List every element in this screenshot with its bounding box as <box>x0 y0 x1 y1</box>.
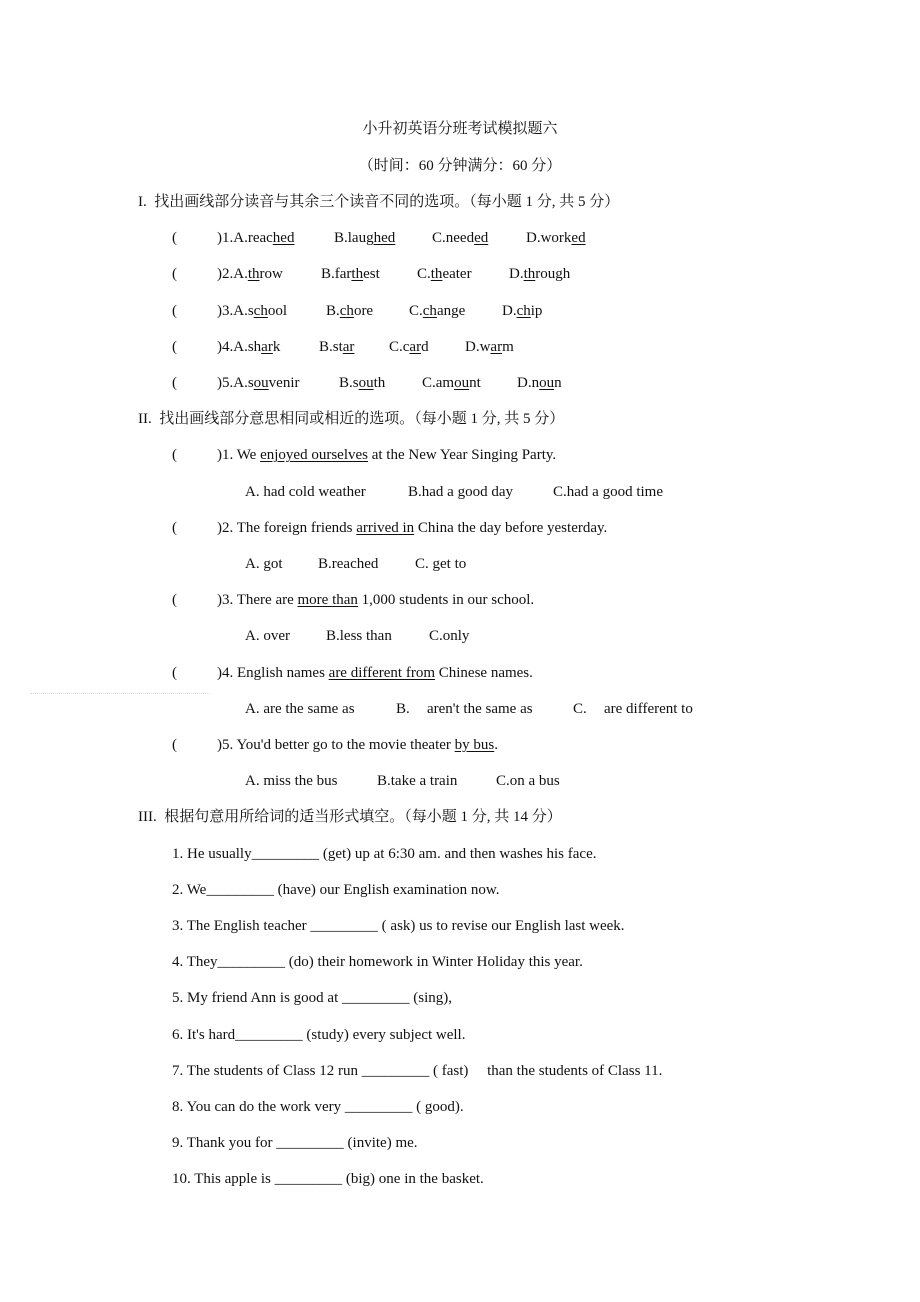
choice: B.take a train <box>377 773 458 790</box>
option <box>432 229 488 247</box>
option <box>526 229 586 247</box>
option <box>319 338 354 356</box>
answer-blank-paren: ( <box>172 266 177 283</box>
fill-in-item: 4. They_________ (do) their homework in Winter Holiday this year. <box>172 954 583 971</box>
text-segment: m <box>502 338 514 355</box>
text-segment: ore <box>353 302 374 319</box>
option <box>409 302 465 320</box>
underlined-segment: ar <box>490 338 503 355</box>
choice: B.had a good day <box>408 483 513 500</box>
underlined-segment: ch <box>253 302 268 319</box>
question-stem <box>217 664 533 682</box>
option <box>217 302 287 320</box>
text-segment: )5. You'd better go to the movie theater <box>217 737 455 753</box>
answer-blank-paren: ( <box>172 519 177 536</box>
text-segment: Chinese names. <box>435 664 533 681</box>
text-segment: . <box>494 737 498 753</box>
fill-in-item: 8. You can do the work very _________ ( good). <box>172 1099 464 1115</box>
text-segment: n <box>554 375 562 391</box>
underlined-segment: ch <box>516 302 531 319</box>
text-segment: C.am <box>422 375 455 391</box>
option <box>217 338 280 356</box>
text-segment: row <box>259 266 283 283</box>
underlined-segment: hed <box>373 230 396 247</box>
option <box>417 265 472 283</box>
text-segment: B.st <box>319 338 343 355</box>
fill-in-item: 5. My friend Ann is good at _________ (sing), <box>172 990 452 1007</box>
option <box>502 302 542 320</box>
option <box>321 265 380 283</box>
underlined-segment: ar <box>342 338 355 355</box>
text-segment: C. <box>409 302 423 319</box>
text-segment: D.w <box>465 338 491 355</box>
underlined-segment: are different from <box>328 664 435 681</box>
choice: C. get to <box>415 556 467 572</box>
fill-in-item: 2. We_________ (have) our English examination now. <box>172 881 500 898</box>
text-segment: B. <box>326 302 340 319</box>
underlined-segment: ar <box>261 338 273 355</box>
fill-in-item: 10. This apple is _________ (big) one in the basket. <box>172 1171 484 1188</box>
option <box>217 229 294 247</box>
option <box>326 302 373 320</box>
answer-blank-paren: ( <box>172 375 177 391</box>
choice: aren't the same as <box>427 700 533 717</box>
text-segment: 1,000 students in our school. <box>357 592 535 609</box>
answer-blank-paren: ( <box>172 664 177 681</box>
question-stem <box>217 591 534 609</box>
text-segment: venir <box>268 375 300 391</box>
underlined-segment: th <box>430 266 443 283</box>
option <box>217 265 283 283</box>
text-segment: )4.A.sh <box>217 338 262 355</box>
choice: A. over <box>245 628 290 645</box>
text-segment: )5.A.s <box>217 375 254 391</box>
text-segment: C.c <box>389 338 410 355</box>
text-segment: d <box>421 338 429 355</box>
answer-blank-paren: ( <box>172 302 177 319</box>
text-segment: )1. We <box>217 447 261 464</box>
document-title: 小升初英语分班考试模拟题六 <box>362 121 558 137</box>
underlined-segment: ou <box>358 375 374 391</box>
text-segment: eater <box>442 266 472 283</box>
text-segment: )3. There are <box>217 592 298 609</box>
section-heading: I. 找出画线部分读音与其余三个读音不同的选项。（每小题 1 分, 共 5 分） <box>138 194 620 210</box>
text-segment: k <box>272 338 281 355</box>
text-segment: nt <box>469 375 481 391</box>
text-segment: )2.A. <box>217 266 248 283</box>
underlined-segment: ar <box>409 338 422 355</box>
text-segment: )4. English names <box>217 664 329 681</box>
choice: C.only <box>429 628 470 645</box>
option <box>509 265 570 283</box>
choice: B.less than <box>326 628 392 645</box>
choice: B.reached <box>318 556 379 572</box>
underlined-segment: hed <box>272 230 295 247</box>
option <box>422 374 481 392</box>
text-segment: D.n <box>517 375 540 391</box>
underlined-segment: enjoyed ourselves <box>260 447 368 464</box>
text-segment: B.laug <box>334 230 374 247</box>
text-segment: China the day before yesterday. <box>414 519 608 536</box>
text-segment: rough <box>535 266 571 283</box>
underlined-segment: arrived in <box>356 519 415 536</box>
choice: are different to <box>604 700 693 717</box>
section-heading: III. 根据句意用所给词的适当形式填空。（每小题 1 分, 共 14 分） <box>138 809 562 826</box>
option <box>217 374 300 392</box>
fill-in-item: 7. The students of Class 12 run _________ ( fast) than the students of Class 11. <box>172 1062 663 1079</box>
text-segment: C. <box>417 266 431 283</box>
option <box>517 374 562 392</box>
underlined-segment: ed <box>474 230 489 247</box>
section-heading: II. 找出画线部分意思相同或相近的选项。（每小题 1 分, 共 5 分） <box>138 411 565 428</box>
text-segment: at the New Year Singing Party. <box>367 447 557 464</box>
text-segment: B.far <box>321 266 352 283</box>
choice: C.had a good time <box>553 483 663 500</box>
fill-in-item: 3. The English teacher _________ ( ask) us to revise our English last week. <box>172 918 625 934</box>
text-segment: )1.A.reac <box>217 230 273 247</box>
underlined-segment: th <box>351 266 364 283</box>
question-stem <box>217 446 556 464</box>
choice: A. are the same as <box>245 700 355 717</box>
option <box>334 229 395 247</box>
text-segment: D. <box>509 266 524 283</box>
document-subtitle: （时间：60 分钟满分：60 分） <box>358 158 562 174</box>
answer-blank-paren: ( <box>172 447 177 464</box>
choice: C. <box>573 700 587 717</box>
answer-blank-paren: ( <box>172 230 177 247</box>
answer-blank-paren: ( <box>172 737 177 753</box>
underlined-segment: ed <box>571 230 586 247</box>
fill-in-item: 6. It's hard_________ (study) every subject well. <box>172 1026 466 1043</box>
text-segment: C.need <box>432 230 475 247</box>
underlined-segment: th <box>523 266 536 283</box>
answer-blank-paren: ( <box>172 592 177 609</box>
text-segment: ange <box>436 302 466 319</box>
option <box>389 338 429 356</box>
text-segment: ool <box>267 302 288 319</box>
choice: A. miss the bus <box>245 773 338 790</box>
text-segment: )3.A.s <box>217 302 254 319</box>
answer-blank-paren: ( <box>172 338 177 355</box>
underlined-segment: ou <box>253 375 269 391</box>
choice: A. had cold weather <box>245 483 366 500</box>
fill-in-item: 9. Thank you for _________ (invite) me. <box>172 1135 418 1152</box>
underlined-segment: more than <box>297 592 358 609</box>
choice: B. <box>396 700 410 717</box>
underlined-segment: th <box>247 266 260 283</box>
divider <box>30 693 210 694</box>
text-segment: )2. The foreign friends <box>217 519 357 536</box>
text-segment: D.work <box>526 230 572 247</box>
underlined-segment: ou <box>539 375 555 391</box>
underlined-segment: ch <box>339 302 354 319</box>
option <box>465 338 514 356</box>
text-segment: ip <box>530 302 543 319</box>
choice: C.on a bus <box>496 773 560 790</box>
text-segment: D. <box>502 302 517 319</box>
underlined-segment: ou <box>454 375 470 391</box>
text-segment: est <box>363 266 380 283</box>
underlined-segment: ch <box>422 302 437 319</box>
question-stem <box>217 736 498 754</box>
question-stem <box>217 519 607 537</box>
underlined-segment: by bus <box>454 737 495 753</box>
choice: A. got <box>245 556 283 572</box>
fill-in-item: 1. He usually_________ (get) up at 6:30 am. and then washes his face. <box>172 845 597 862</box>
text-segment: th <box>373 375 386 391</box>
text-segment: B.s <box>339 375 359 391</box>
option <box>339 374 385 392</box>
